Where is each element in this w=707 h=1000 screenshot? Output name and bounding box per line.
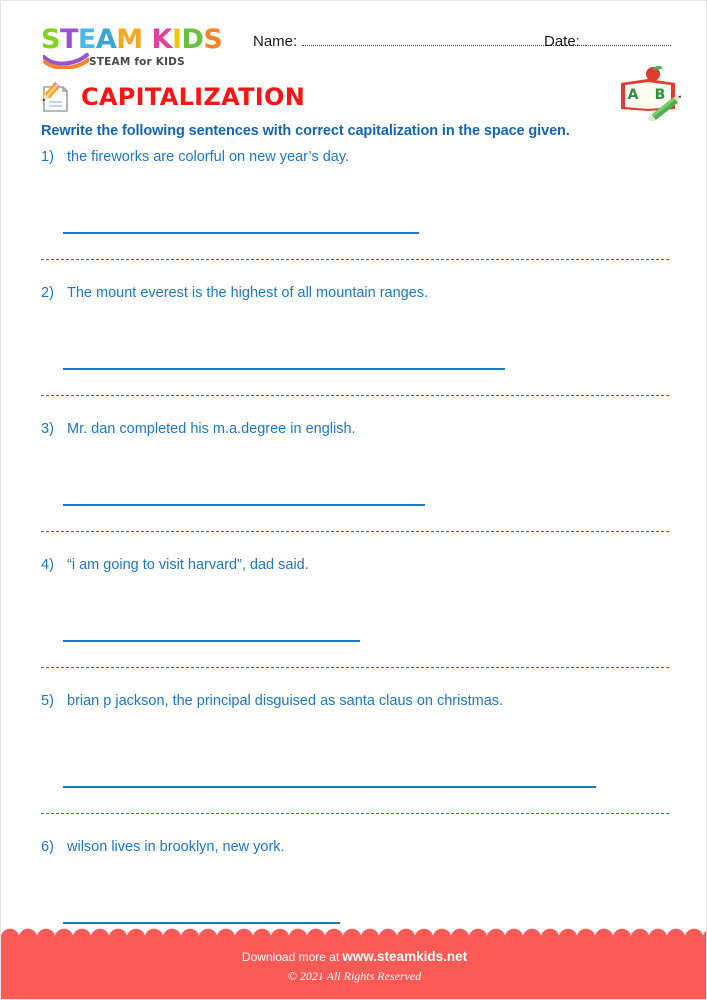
logo-swoosh-icon (43, 53, 89, 69)
book-letter-a: A (627, 87, 639, 103)
book-letter-b: B (654, 87, 666, 103)
question-sentence: the fireworks are colorful on new year’s day. (67, 149, 350, 165)
question-block (1, 285, 707, 421)
question-number: 4) (41, 557, 54, 573)
title-row (35, 83, 675, 121)
logo-wordmark (41, 25, 237, 55)
logo-letter-1: T (59, 24, 78, 55)
question-separator (41, 667, 669, 668)
logo-tagline: STEAM for KIDS (89, 56, 185, 68)
logo-letter-2: E (77, 24, 96, 55)
logo-letter-5 (143, 25, 152, 55)
logo-letter-9: S (203, 24, 223, 55)
question-number: 3) (41, 421, 54, 437)
question-text (41, 839, 285, 855)
question-text (41, 693, 503, 709)
answer-line[interactable] (63, 786, 596, 788)
footer-website-link[interactable]: www.steamkids.net (342, 949, 468, 964)
answer-line[interactable] (63, 232, 419, 234)
footer-copyright: © 2021 All Rights Reserved (287, 969, 422, 983)
question-sentence: “i am going to visit harvard”, dad said. (67, 557, 309, 573)
page-footer (1, 937, 707, 999)
question-block (1, 149, 707, 285)
question-separator (41, 531, 669, 532)
name-label: Name: (253, 33, 298, 50)
question-block (1, 693, 707, 839)
answer-line[interactable] (63, 922, 340, 924)
logo-letter-0: S (41, 24, 60, 55)
page-header (1, 25, 707, 73)
date-input-line[interactable] (585, 34, 671, 46)
logo-letter-6: K (151, 24, 172, 55)
logo-letter-7: I (171, 24, 182, 55)
question-block (1, 557, 707, 693)
footer-scallop-edge (1, 928, 707, 938)
question-sentence: The mount everest is the highest of all mountain ranges. (67, 285, 429, 301)
question-text (41, 285, 428, 301)
instruction-text: Rewrite the following sentences with correct capitalization in the space given. (41, 123, 570, 139)
question-text (41, 557, 309, 573)
logo-letter-4: M (116, 24, 143, 55)
answer-line[interactable] (63, 504, 425, 506)
question-sentence: Mr. dan completed his m.a.degree in english. (67, 421, 356, 437)
question-text (41, 149, 349, 165)
question-separator (41, 813, 669, 814)
question-block (1, 839, 707, 939)
question-block (1, 421, 707, 557)
page-title: CAPITALIZATION (81, 83, 306, 111)
question-number: 2) (41, 285, 54, 301)
footer-download-text: Download more at (241, 950, 340, 964)
question-separator (41, 259, 669, 260)
question-text (41, 421, 356, 437)
question-number: 5) (41, 693, 54, 709)
logo-letter-8: D (181, 24, 204, 55)
question-sentence: brian p jackson, the principal disguised as santa claus on christmas. (67, 693, 504, 709)
footer-download-line (1, 949, 707, 964)
answer-line[interactable] (63, 640, 360, 642)
name-input-line[interactable] (302, 34, 584, 46)
steam-kids-logo (41, 25, 237, 68)
name-field[interactable] (253, 33, 584, 50)
question-sentence: wilson lives in brooklyn, new york. (67, 839, 285, 855)
date-field[interactable] (544, 33, 671, 50)
question-number: 6) (41, 839, 54, 855)
abc-book-icon (613, 65, 685, 121)
pencil-paper-icon (35, 81, 73, 117)
logo-letter-3: A (95, 24, 117, 55)
answer-line[interactable] (63, 368, 505, 370)
question-number: 1) (41, 149, 54, 165)
date-label: Date: (544, 33, 580, 50)
question-separator (41, 395, 669, 396)
